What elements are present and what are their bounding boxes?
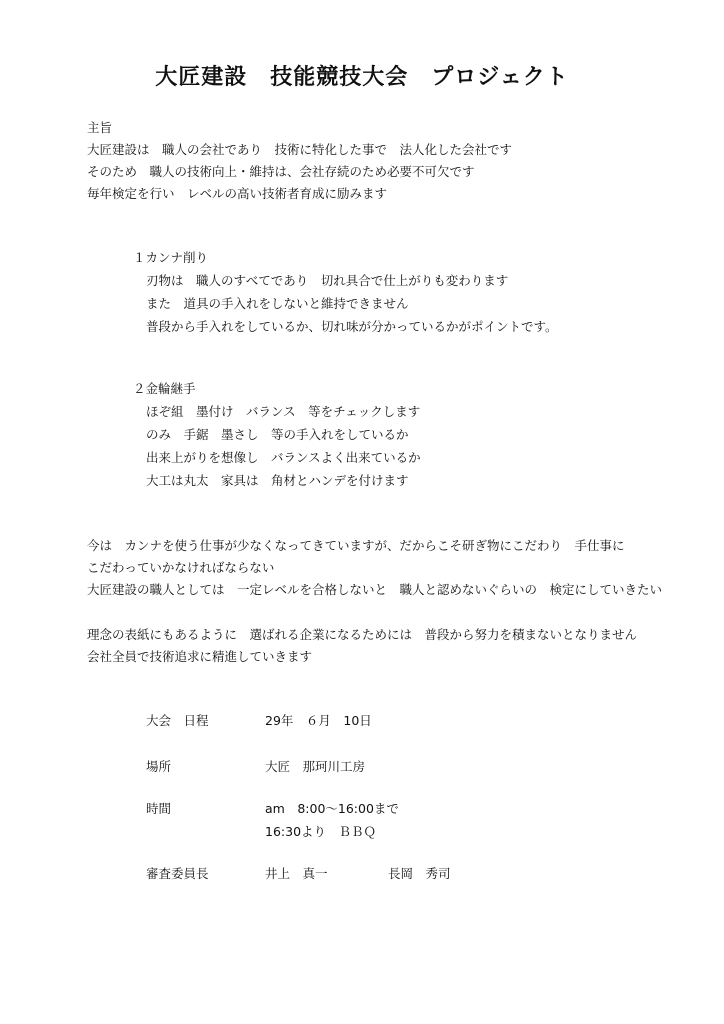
section-2-line-4: 大工は丸太 家具は 角材とハンデを付けます xyxy=(146,473,409,488)
purpose-heading: 主旨 xyxy=(87,120,113,135)
closing-line-3: 大匠建設の職人としては 一定レベルを合格しないと 職人と認めないぐらいの 検定にしていきたい xyxy=(87,582,663,597)
judge-label: 審査委員長 xyxy=(146,866,209,881)
time-label: 時間 xyxy=(146,801,172,816)
time-value-2: 16:30より ＢＢＱ xyxy=(265,824,377,839)
date-label: 大会 日程 xyxy=(146,713,209,728)
section-2-line-2: のみ 手鋸 墨さし 等の手入れをしているか xyxy=(146,427,409,442)
place-label: 場所 xyxy=(146,759,172,774)
closing-line-1: 今は カンナを使う仕事が少なくなってきていますが、だからこそ研ぎ物にこだわり 手仕事に xyxy=(87,538,625,553)
date-value: 29年 ６月 10日 xyxy=(265,713,372,728)
section-2-line-3: 出来上がりを想像し バランスよく出来ているか xyxy=(146,450,421,465)
closing-line-5: 会社全員で技術追求に精進していきます xyxy=(87,649,313,664)
judge-name-2: 長岡 秀司 xyxy=(388,866,451,881)
purpose-line-1: 大匠建設は 職人の会社であり 技術に特化した事で 法人化した会社です xyxy=(87,142,513,157)
closing-line-2: こだわっていかなければならない xyxy=(87,560,275,575)
purpose-line-2: そのため 職人の技術向上・維持は、会社存続のため必要不可欠です xyxy=(87,164,475,179)
section-1-line-2: また 道具の手入れをしないと維持できません xyxy=(146,296,409,311)
purpose-line-3: 毎年検定を行い レベルの高い技術者育成に励みます xyxy=(87,186,388,201)
judge-name-1: 井上 真一 xyxy=(265,866,328,881)
section-2-line-1: ほぞ組 墨付け バランス 等をチェックします xyxy=(146,404,421,419)
time-value-1: am 8:00～16:00まで xyxy=(265,801,399,816)
closing-line-4: 理念の表紙にもあるように 選ばれる企業になるためには 普段から努力を積まないとなりません xyxy=(87,627,638,642)
document-title: 大匠建設 技能競技大会 プロジェクト xyxy=(155,65,569,90)
section-1-line-3: 普段から手入れをしているか、切れ味が分かっているかがポイントです。 xyxy=(146,319,558,334)
place-value: 大匠 那珂川工房 xyxy=(265,759,366,774)
section-1-line-1: 刃物は 職人のすべてであり 切れ具合で仕上がりも変わります xyxy=(146,273,509,288)
section-2-heading: ２金輪継手 xyxy=(133,381,196,396)
section-1-heading: １カンナ削り xyxy=(133,250,209,265)
